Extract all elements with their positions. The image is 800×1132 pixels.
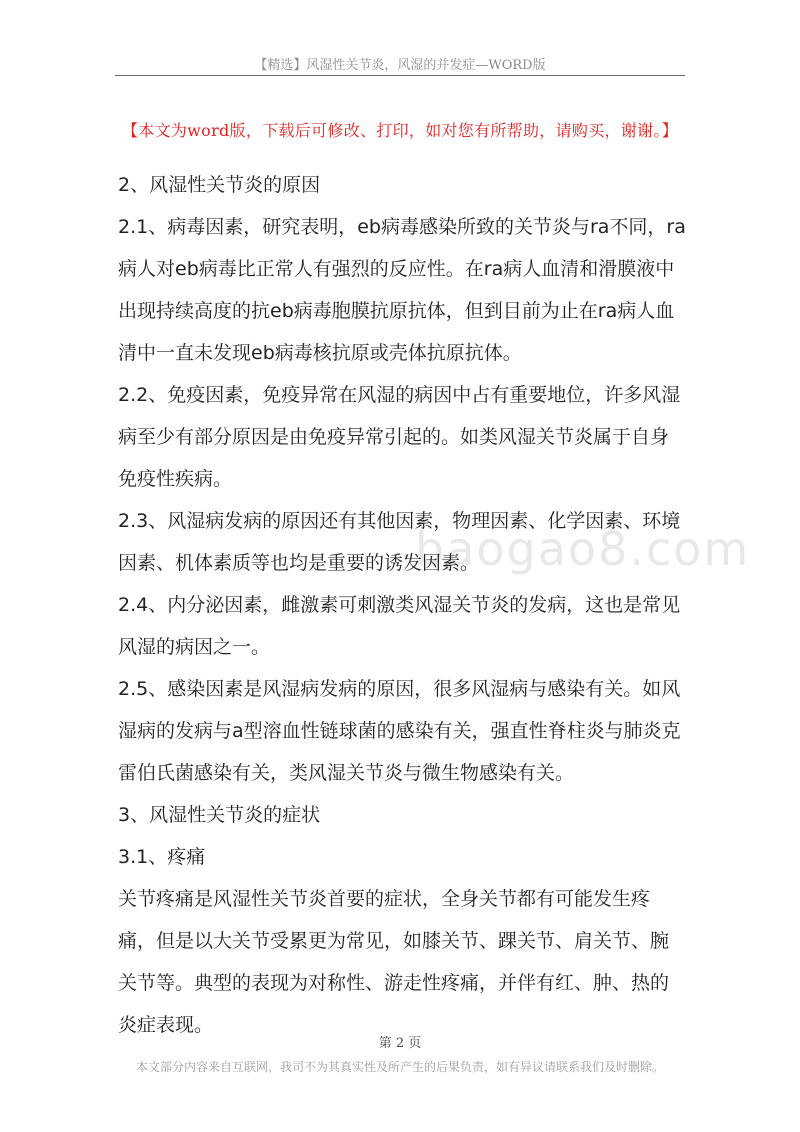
section-heading: 3、风湿性关节炎的症状 bbox=[118, 804, 321, 826]
section-heading: 2、风湿性关节炎的原因 bbox=[118, 174, 321, 196]
header-rule bbox=[115, 75, 685, 76]
body-paragraph: 2.5、感染因素是风湿病发病的原因，很多风湿病与感染有关。如风湿病的发病与a型溶血性链球菌的感染有关，强直性脊柱炎与肺炎克雷伯氏菌感染有关，类风湿关节炎与微生物感染有关。 bbox=[118, 678, 681, 784]
purchase-notice: 【本文为word版，下载后可修改、打印，如对您有所帮助，请购买，谢谢。】 bbox=[121, 121, 679, 140]
page-number: 第 2 页 bbox=[378, 1036, 422, 1051]
body-paragraph: 2.1、病毒因素，研究表明，eb病毒感染所致的关节炎与ra不同，ra病人对eb病毒比正常人有强烈的反应性。在ra病人血清和滑膜液中出现持续高度的抗eb病毒胞膜抗原抗体，但到目前为止在ra病人血清中一直未发现eb病毒核抗原或壳体抗原抗体。 bbox=[118, 216, 686, 364]
body-paragraph: 2.4、内分泌因素，雌激素可刺激类风湿关节炎的发病，这也是常见风湿的病因之一。 bbox=[118, 594, 681, 658]
watermark: baogao8.com bbox=[415, 522, 751, 576]
document-body bbox=[118, 164, 686, 1046]
page-header-title: 【精选】风湿性关节炎，风湿的并发症—WORD版 bbox=[254, 58, 546, 73]
subsection-heading: 3.1、疼痛 bbox=[118, 846, 206, 868]
footer-disclaimer: 本文部分内容来自互联网，我司不为其真实性及所产生的后果负责，如有异议请联系我们及时删除。 bbox=[135, 1060, 664, 1074]
body-paragraph: 关节疼痛是风湿性关节炎首要的症状，全身关节都有可能发生疼痛，但是以大关节受累更为常见，如膝关节、踝关节、肩关节、腕关节等。典型的表现为对称性、游走性疼痛，并伴有红、肿、热的炎症表现。 bbox=[118, 888, 670, 1036]
body-paragraph: 2.3、风湿病发病的原因还有其他因素，物理因素、化学因素、环境因素、机体素质等也均是重要的诱发因素。 bbox=[118, 510, 681, 574]
body-paragraph: 2.2、免疫因素，免疫异常在风湿的病因中占有重要地位，许多风湿病至少有部分原因是由免疫异常引起的。如类风湿关节炎属于自身免疫性疾病。 bbox=[118, 384, 681, 490]
